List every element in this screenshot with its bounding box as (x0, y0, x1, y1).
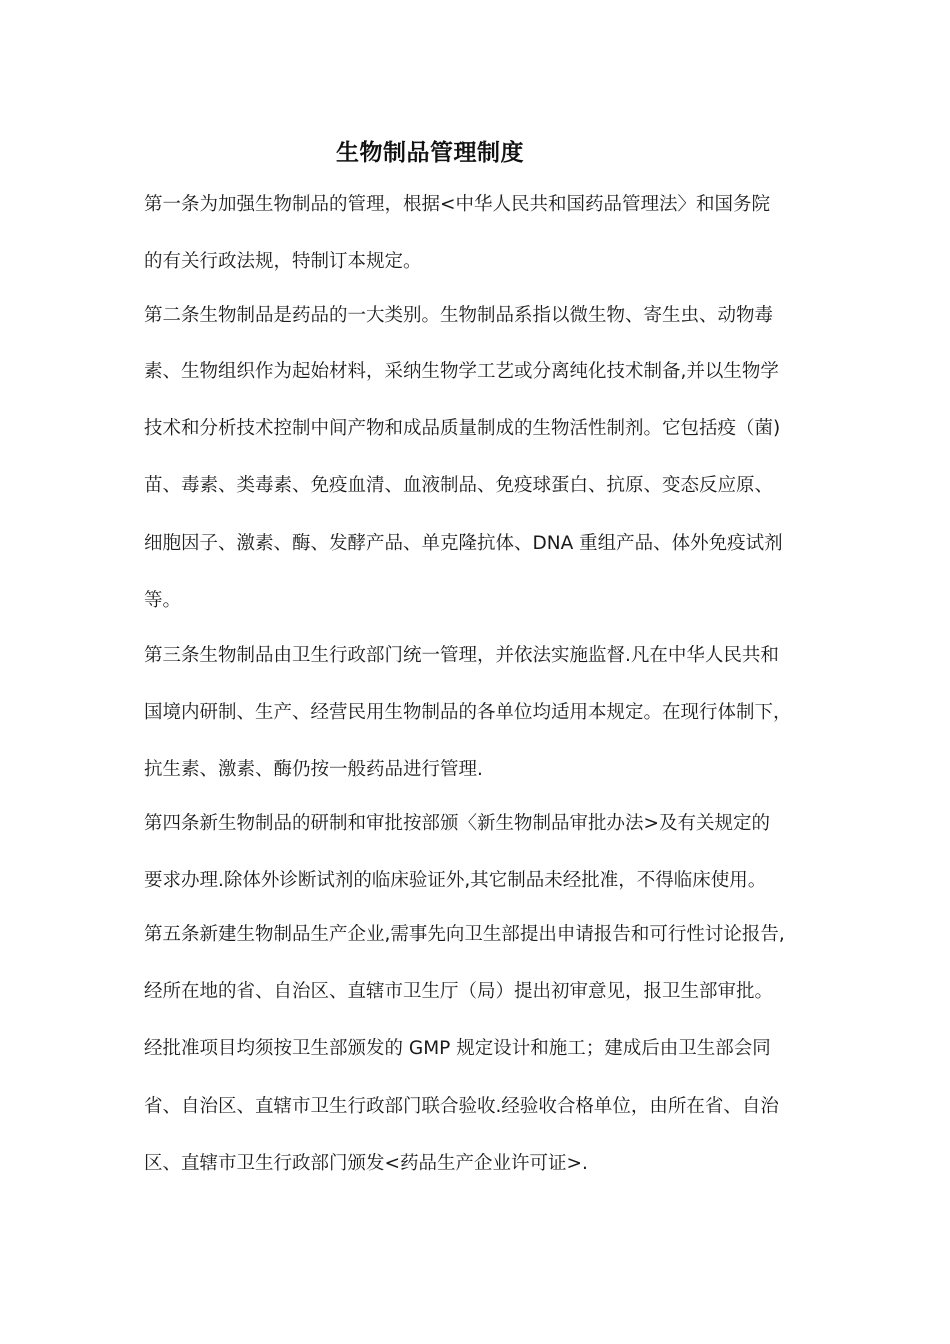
body-line: 抗生素、激素、酶仍按一般药品进行管理. (144, 759, 483, 780)
body-line: 的有关行政法规，特制订本规定。 (144, 251, 422, 272)
body-line: 第五条新建生物制品生产企业,需事先向卫生部提出申请报告和可行性讨论报告, (144, 924, 785, 945)
body-line: 省、自治区、直辖市卫生行政部门联合验收.经验收合格单位，由所在省、自治 (144, 1096, 779, 1117)
body-line: 第四条新生物制品的研制和审批按部颁〈新生物制品审批办法>及有关规定的 (144, 813, 771, 834)
body-line: 技术和分析技术控制中间产物和成品质量制成的生物活性制剂。它包括疫（菌) (144, 418, 781, 439)
body-line: 第一条为加强生物制品的管理，根据<中华人民共和国药品管理法〉和国务院 (144, 194, 771, 215)
body-line: 要求办理.除体外诊断试剂的临床验证外,其它制品未经批准，不得临床使用。 (144, 870, 767, 891)
body-line: 区、直辖市卫生行政部门颁发<药品生产企业许可证>. (144, 1153, 588, 1174)
body-line: 经批准项目均须按卫生部颁发的 GMP 规定设计和施工；建成后由卫生部会同 (144, 1038, 771, 1059)
body-line: 苗、毒素、类毒素、免疫血清、血液制品、免疫球蛋白、抗原、变态反应原、 (144, 475, 774, 496)
body-line: 第二条生物制品是药品的一大类别。生物制品系指以微生物、寄生虫、动物毒 (144, 305, 774, 326)
body-line: 等。 (144, 590, 182, 611)
body-line: 经所在地的省、自治区、直辖市卫生厅（局）提出初审意见，报卫生部审批。 (144, 981, 774, 1002)
body-line: 第三条生物制品由卫生行政部门统一管理，并依法实施监督.凡在中华人民共和 (144, 645, 779, 666)
body-line: 素、生物组织作为起始材料，采纳生物学工艺或分离纯化技术制备,并以生物学 (144, 361, 779, 382)
document-title: 生物制品管理制度 (336, 140, 524, 166)
body-line: 细胞因子、激素、酶、发酵产品、单克隆抗体、DNA 重组产品、体外免疫试剂 (144, 533, 783, 554)
body-line: 国境内研制、生产、经营民用生物制品的各单位均适用本规定。在现行体制下， (144, 702, 792, 723)
